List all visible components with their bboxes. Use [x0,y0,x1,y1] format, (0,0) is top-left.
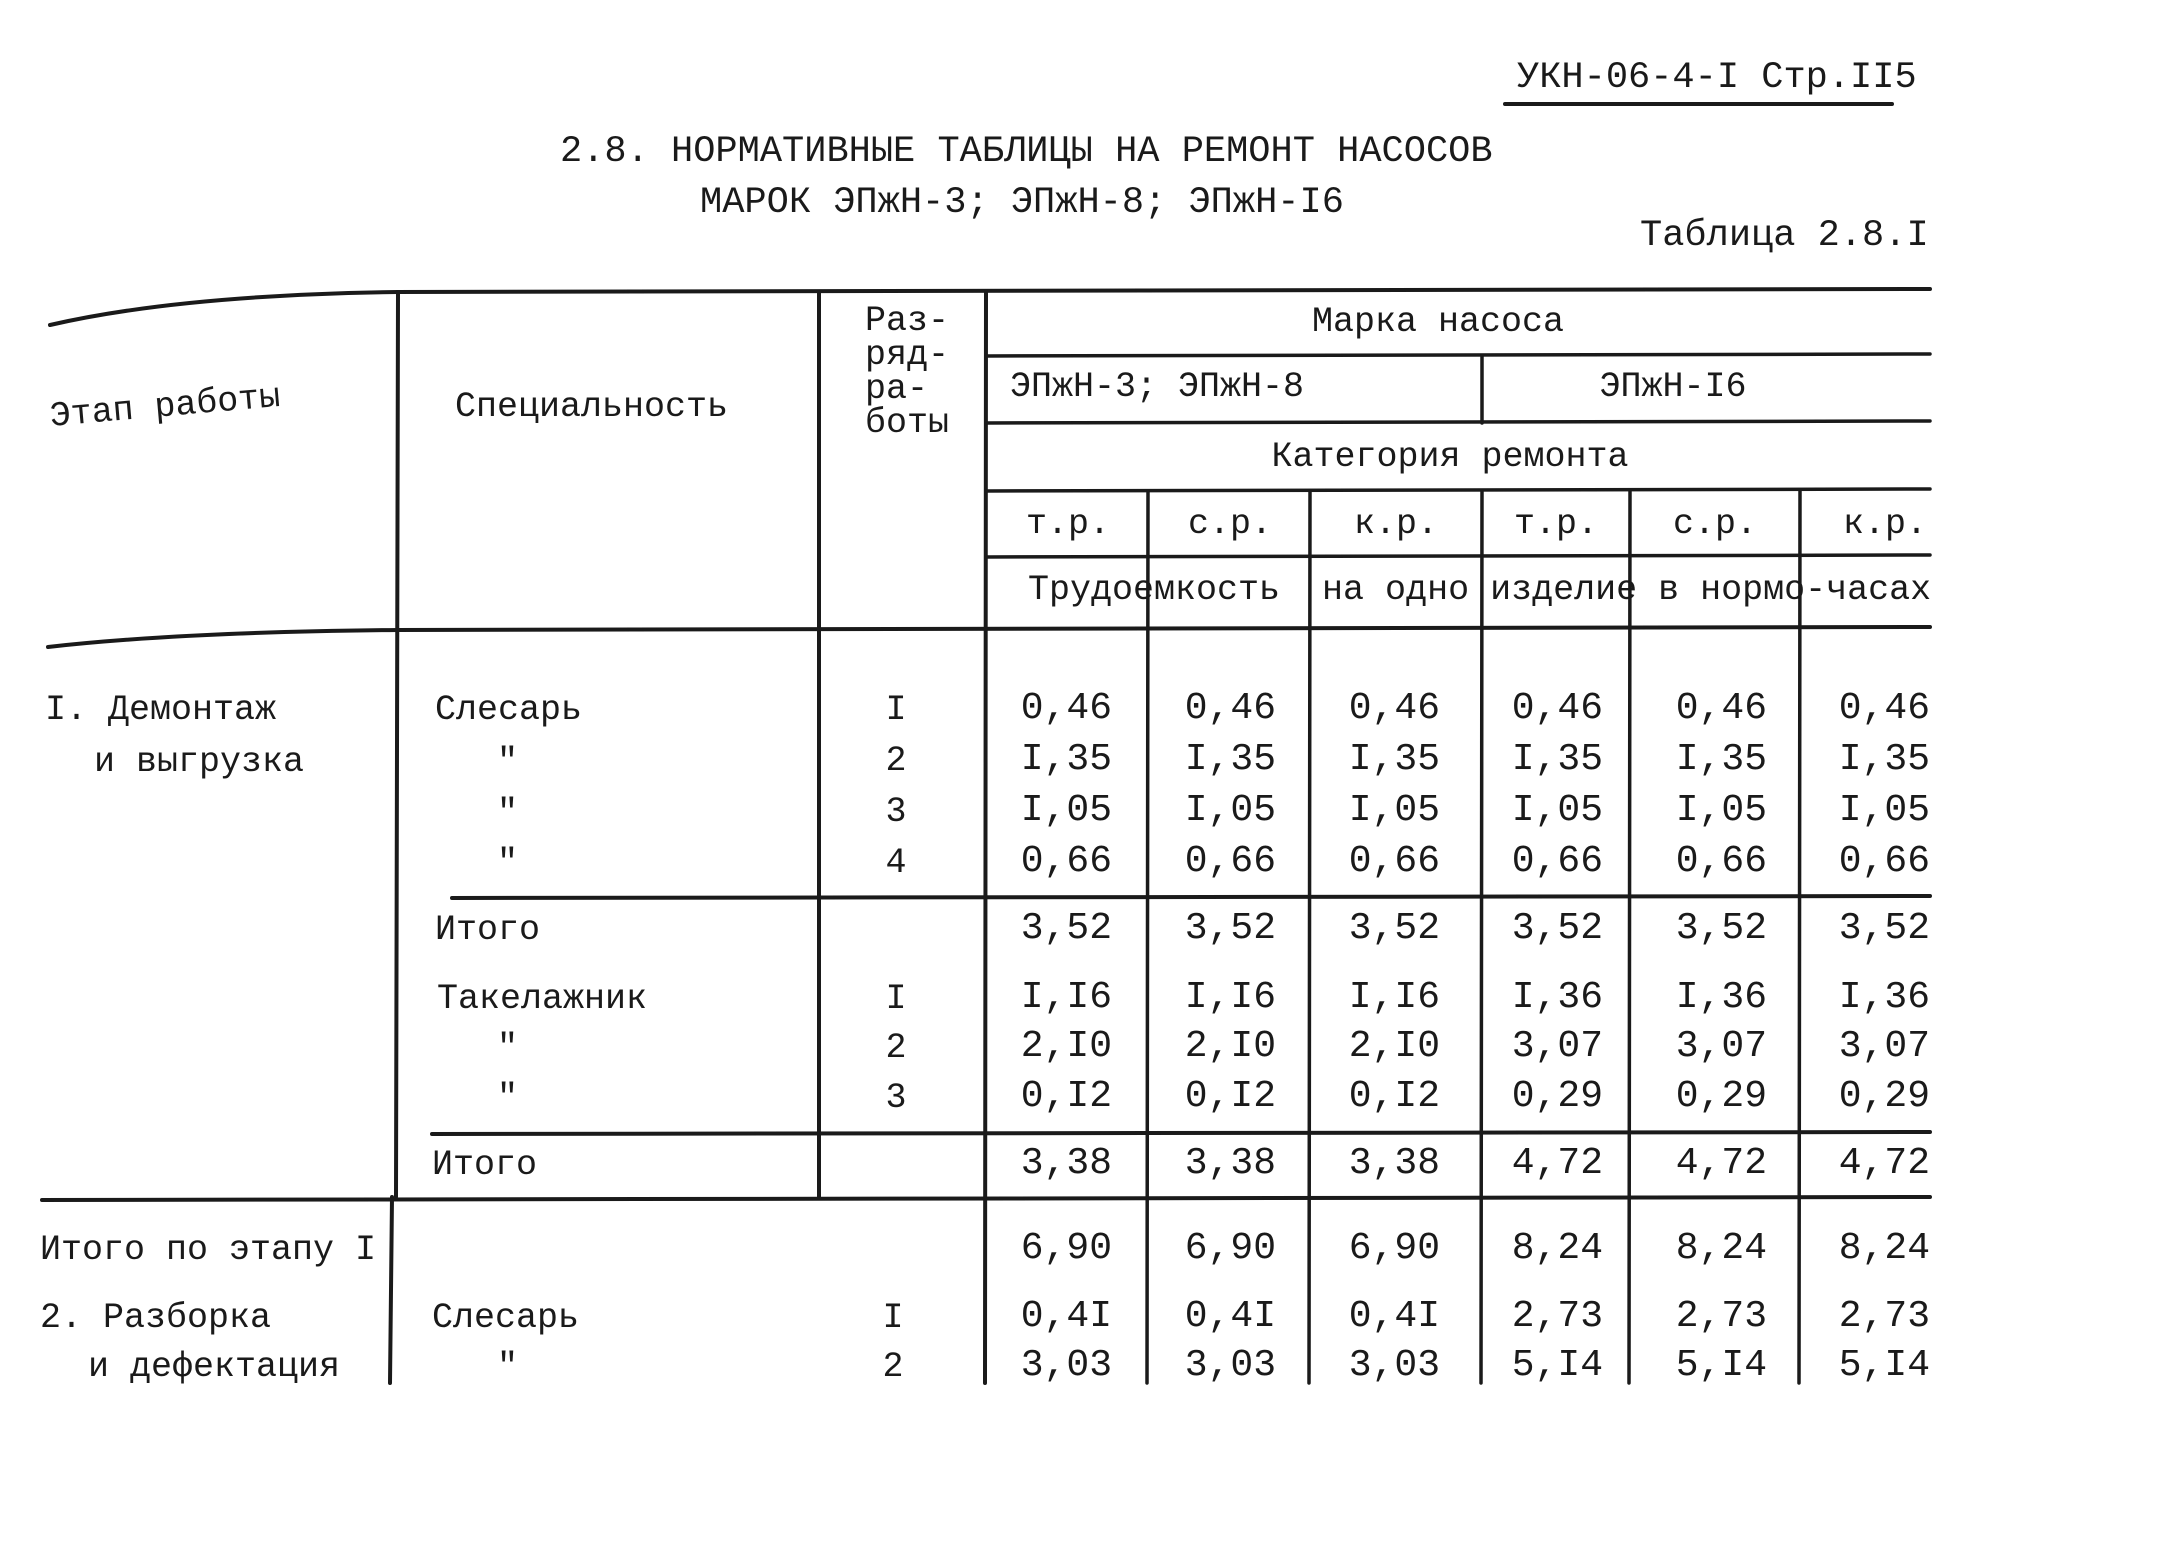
row-2-v2: I,05 [1184,789,1276,832]
row-9-stage: Итого по этапу I [40,1230,377,1270]
row-11-specialty: " [497,1347,519,1387]
row-4-v1: 3,52 [1020,907,1112,950]
row-8-v3: 3,38 [1348,1142,1440,1185]
row-6-specialty: " [497,1028,519,1068]
header-cat-6: к.р. [1842,504,1928,544]
header-grade-3: ра- [865,369,929,409]
section-title-line2: МАРОК ЭПжН-3; ЭПжН-8; ЭПжН-I6 [700,182,1344,224]
row-0-v1: 0,46 [1020,687,1112,730]
row-9-v4: 8,24 [1511,1227,1603,1270]
row-0-stage: I. Демонтаж [45,690,277,730]
row-2-v4: I,05 [1511,789,1603,832]
header-cat-2: с.р. [1187,504,1273,544]
header-grade-1: Раз- [865,301,950,341]
row-8-v6: 4,72 [1838,1142,1930,1185]
row-8-v4: 4,72 [1511,1142,1603,1185]
row-7-v6: 0,29 [1838,1075,1930,1118]
row-1-v5: I,35 [1675,738,1767,781]
header-pump-brand: Марка насоса [1311,302,1565,342]
row-4-specialty: Итого [435,910,541,950]
row-9-v1: 6,90 [1020,1227,1112,1270]
row-5-v5: I,36 [1675,976,1767,1019]
row-7-v3: 0,I2 [1348,1075,1440,1118]
row-1-stage: и выгрузка [94,742,305,782]
row-1-v6: I,35 [1838,738,1930,781]
row-5-v2: I,I6 [1184,976,1276,1019]
header-specialty: Специальность [455,387,729,427]
row-11-v3: 3,03 [1348,1344,1440,1387]
row-8-v2: 3,38 [1184,1142,1276,1185]
row-1-grade: 2 [885,741,907,781]
row-7-specialty: " [497,1078,519,1118]
row-0-v4: 0,46 [1511,687,1603,730]
row-3-v6: 0,66 [1838,840,1930,883]
row-0-v3: 0,46 [1348,687,1440,730]
row-9-v5: 8,24 [1675,1227,1767,1270]
row-3-v3: 0,66 [1348,840,1440,883]
row-1-v1: I,35 [1020,738,1112,781]
row-10-v5: 2,73 [1675,1295,1767,1338]
row-5-v1: I,I6 [1020,976,1112,1019]
row-8-v5: 4,72 [1675,1142,1767,1185]
header-grade-4: боты [865,403,950,443]
row-11-stage: и дефектация [88,1347,341,1387]
row-1-v4: I,35 [1511,738,1603,781]
row-7-v5: 0,29 [1675,1075,1767,1118]
row-10-v1: 0,4I [1020,1295,1112,1338]
row-11-v6: 5,I4 [1838,1344,1930,1387]
row-6-v6: 3,07 [1838,1025,1930,1068]
row-9-v3: 6,90 [1348,1227,1440,1270]
row-2-v6: I,05 [1838,789,1930,832]
row-7-v2: 0,I2 [1184,1075,1276,1118]
row-2-v3: I,05 [1348,789,1440,832]
row-5-v3: I,I6 [1348,976,1440,1019]
header-repair-category: Категория ремонта [1271,437,1629,477]
row-5-specialty: Такелажник [437,979,648,1019]
header-grade-2: ряд- [865,335,950,375]
row-11-v5: 5,I4 [1675,1344,1767,1387]
row-2-grade: 3 [885,792,907,832]
row-2-v1: I,05 [1020,789,1112,832]
row-1-specialty: " [497,742,519,782]
row-1-v2: I,35 [1184,738,1276,781]
header-group1: ЭПжН-3; ЭПжН-8 [1010,367,1305,407]
header-labor: Трудоемкость на одно изделие в нормо-часах [1028,570,1932,610]
row-5-v4: I,36 [1511,976,1603,1019]
page-code: УКН-06-4-I Стр.II5 [1517,57,1917,99]
row-7-grade: 3 [885,1078,907,1118]
row-0-grade: I [885,690,907,730]
row-6-v3: 2,I0 [1348,1025,1440,1068]
row-0-v6: 0,46 [1838,687,1930,730]
row-10-grade: I [882,1298,904,1338]
row-4-v5: 3,52 [1675,907,1767,950]
table-label: Таблица 2.8.I [1640,215,1929,257]
header-cat-5: с.р. [1672,504,1758,544]
row-2-specialty: " [497,793,519,833]
header-cat-4: т.р. [1513,504,1599,544]
header-group2: ЭПжН-I6 [1599,367,1747,407]
section-title-line1: 2.8. НОРМАТИВНЫЕ ТАБЛИЦЫ НА РЕМОНТ НАСОСОВ [560,131,1493,173]
row-6-grade: 2 [885,1028,907,1068]
row-6-v5: 3,07 [1675,1025,1767,1068]
row-11-v2: 3,03 [1184,1344,1276,1387]
row-0-v2: 0,46 [1184,687,1276,730]
row-10-v6: 2,73 [1838,1295,1930,1338]
row-10-v3: 0,4I [1348,1295,1440,1338]
header-stage: Этап работы [48,376,282,437]
row-10-specialty: Слесарь [432,1298,580,1338]
row-6-v2: 2,I0 [1184,1025,1276,1068]
row-6-v1: 2,I0 [1020,1025,1112,1068]
row-3-grade: 4 [885,843,907,883]
row-7-v1: 0,I2 [1020,1075,1112,1118]
row-5-grade: I [885,979,907,1019]
row-4-v2: 3,52 [1184,907,1276,950]
row-5-v6: I,36 [1838,976,1930,1019]
row-8-v1: 3,38 [1020,1142,1112,1185]
header-cat-1: т.р. [1025,504,1111,544]
row-3-specialty: " [497,843,519,883]
row-8-specialty: Итого [432,1145,538,1185]
row-4-v3: 3,52 [1348,907,1440,950]
row-11-v1: 3,03 [1020,1344,1112,1387]
row-1-v3: I,35 [1348,738,1440,781]
row-10-v4: 2,73 [1511,1295,1603,1338]
row-4-v4: 3,52 [1511,907,1603,950]
row-2-v5: I,05 [1675,789,1767,832]
row-3-v2: 0,66 [1184,840,1276,883]
row-0-specialty: Слесарь [435,690,583,730]
row-4-v6: 3,52 [1838,907,1930,950]
row-10-stage: 2. Разборка [40,1298,272,1338]
row-3-v5: 0,66 [1675,840,1767,883]
row-3-v1: 0,66 [1020,840,1112,883]
row-11-grade: 2 [882,1347,904,1387]
row-9-v2: 6,90 [1184,1227,1276,1270]
row-6-v4: 3,07 [1511,1025,1603,1068]
row-0-v5: 0,46 [1675,687,1767,730]
row-7-v4: 0,29 [1511,1075,1603,1118]
row-9-v6: 8,24 [1838,1227,1930,1270]
row-11-v4: 5,I4 [1511,1344,1603,1387]
header-cat-3: к.р. [1353,504,1439,544]
row-3-v4: 0,66 [1511,840,1603,883]
row-10-v2: 0,4I [1184,1295,1276,1338]
